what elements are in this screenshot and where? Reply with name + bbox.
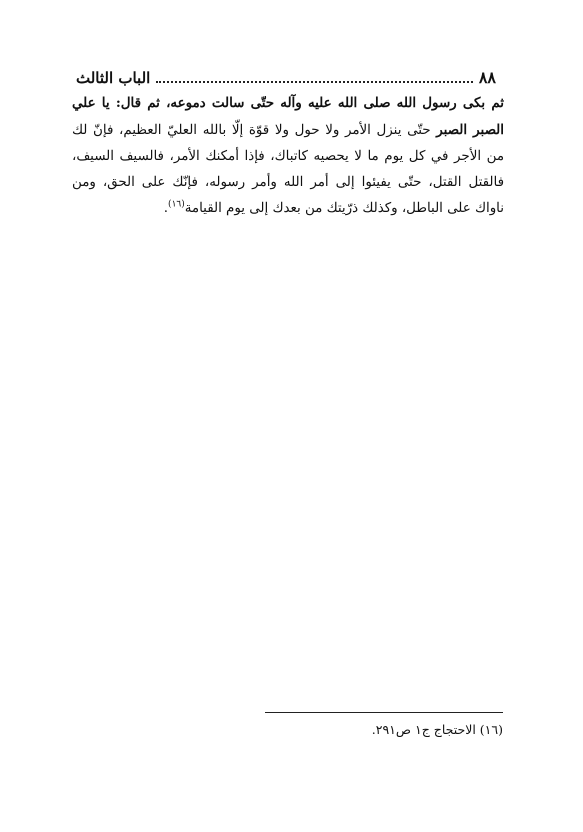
footnote-marker: (١٦) <box>168 199 185 210</box>
page-number: ٨٨ <box>478 68 496 87</box>
footnote-divider <box>265 712 503 713</box>
chapter-title: الباب الثالث <box>76 69 151 87</box>
running-header <box>76 62 496 88</box>
bold-opening: ثم بكى رسول الله صلى الله عليه وآله حتّى سالت دموعه، ثم قال: يا علي الصبر الصبر <box>72 95 504 138</box>
footnote: (١٦) الاحتجاج ج١ ص٢٩١. <box>371 722 503 737</box>
leader-dots <box>156 81 473 83</box>
end-punctuation: . <box>163 201 169 216</box>
paragraph <box>72 90 504 222</box>
paragraph-text: حتّى ينزل الأمر ولا حول ولا قوّة إلّا بالله العليّ العظيم، فإنّ لك من الأجر في كل يوم ما لا يحصيه كاتباك، فإذا أمكنك الأمر، فالسيف السيف، فالقتل القتل، حتّى يفيئوا إلى أمر الله وأمر رسوله، فإنّك على الحق، ومن ناواك على الباطل، وكذلك ذرّيتك من بعدك إلى يوم القيامة <box>72 123 504 216</box>
main-text <box>72 90 504 222</box>
